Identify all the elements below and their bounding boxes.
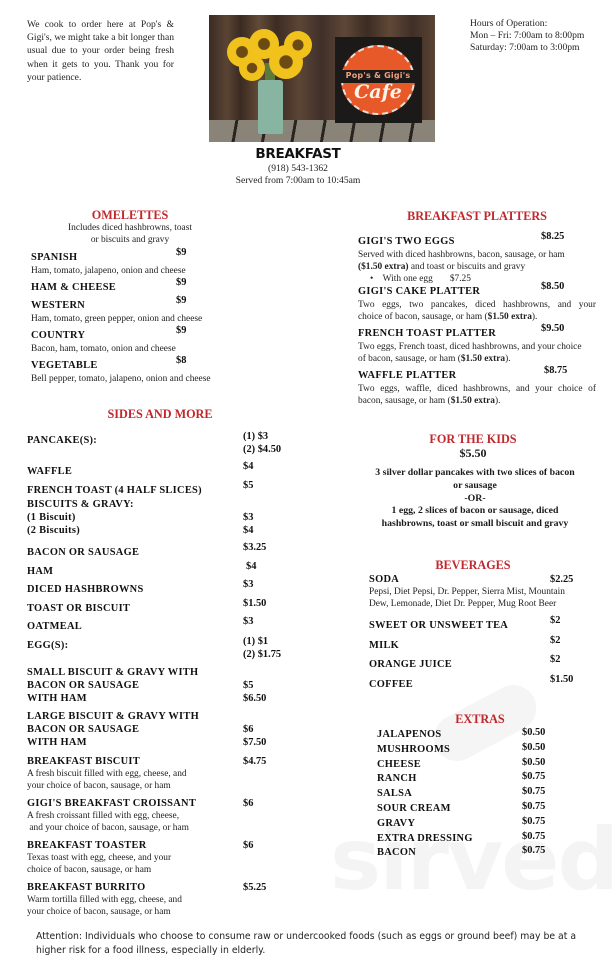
sides-list bbox=[27, 430, 307, 923]
menu-item: FRENCH TOAST (4 HALF SLICES) $5 bbox=[27, 480, 254, 496]
menu-item: MUSHROOMS $0.50 bbox=[377, 741, 546, 755]
sunflower-icon bbox=[239, 55, 265, 81]
menu-item: WAFFLE PLATTER $8.75 Two eggs, waffle, diced hashbrowns, and your choice of bacon, sausage, or ham ($1.50 extra). bbox=[358, 365, 596, 406]
kids-price: $5.50 bbox=[459, 446, 487, 460]
menu-item: CHEESE $0.50 bbox=[377, 756, 546, 770]
menu-item: OATMEAL $3 bbox=[27, 616, 254, 632]
sunflower-icon bbox=[284, 31, 312, 59]
hours-of-operation: Hours of Operation: Mon – Fri: 7:00am to 8:00pm Saturday: 7:00am to 3:00pm bbox=[470, 18, 585, 54]
phone-number: (918) 543-1362 bbox=[268, 163, 328, 174]
menu-item: HAM & CHEESE $9 bbox=[31, 277, 187, 293]
menu-item: GRAVY $0.75 bbox=[377, 815, 546, 829]
menu-item: BREAKFAST TOASTER $6 Texas toast with egg, cheese, and your choice of bacon, sausage, or ham bbox=[27, 840, 254, 875]
menu-item: FRENCH TOAST PLATTER $9.50 Two eggs, French toast, diced hashbrowns, and your choice of bacon, sausage, or ham ($1.50 extra). bbox=[358, 323, 582, 364]
section-title-sides: SIDES AND MORE bbox=[107, 407, 213, 421]
menu-item: SPANISH $9 Ham, tomato, jalapeno, onion and cheese bbox=[31, 247, 187, 276]
hero-image bbox=[209, 15, 435, 142]
served-hours: Served from 7:00am to 10:45am bbox=[235, 175, 361, 186]
section-title-extras: EXTRAS bbox=[455, 712, 505, 726]
page-title: BREAKFAST bbox=[255, 146, 341, 162]
menu-item: RANCH $0.75 bbox=[377, 771, 546, 785]
menu-item: MILK $2 bbox=[369, 635, 561, 651]
menu-item: VEGETABLE $8 Bell pepper, tomato, jalapeno, onion and cheese bbox=[31, 355, 211, 384]
menu-item: BREAKFAST BURRITO $5.25 Warm tortilla filled with egg, cheese, and your choice of bacon, sausage, or ham bbox=[27, 882, 267, 917]
menu-item: WAFFLE $4 bbox=[27, 461, 254, 477]
menu-item: GIGI'S BREAKFAST CROISSANT $6 A fresh croissant filled with egg, cheese, and your choice of bacon, sausage, or ham bbox=[27, 798, 254, 833]
menu-item: BACON $0.75 bbox=[377, 845, 546, 859]
section-title-kids: FOR THE KIDS bbox=[429, 432, 517, 446]
bullet-icon: • bbox=[370, 274, 374, 284]
menu-item: EGG(S): (1) $1 (2) $1.75 bbox=[27, 636, 282, 660]
wood-floor bbox=[209, 120, 435, 142]
menu-item: COUNTRY $9 Bacon, ham, tomato, onion and cheese bbox=[31, 325, 187, 354]
platters-list bbox=[358, 231, 596, 407]
menu-item: SMALL BISCUIT & GRAVY WITH BACON OR SAUSAGE WITH HAM $5 $6.50 bbox=[27, 667, 267, 704]
intro-note: We cook to order here at Pop's & Gigi's, we might take a bit longer than usual due to your order being fresh when it gets to you. Thank you for your patience. bbox=[27, 19, 174, 83]
section-title-omelettes: OMELETTES bbox=[91, 208, 169, 222]
menu-item: HAM $4 bbox=[27, 561, 257, 577]
menu-item: COFFEE $1.50 bbox=[369, 674, 574, 690]
menu-item: TOAST OR BISCUIT $1.50 bbox=[27, 598, 267, 614]
section-title-beverages: BEVERAGES bbox=[435, 558, 511, 572]
beverages-list bbox=[369, 573, 579, 693]
menu-item: BACON OR SAUSAGE $3.25 bbox=[27, 542, 267, 558]
menu-item: JALAPENOS $0.50 bbox=[377, 727, 546, 740]
vase bbox=[258, 80, 283, 134]
kids-description: 3 silver dollar pancakes with two slices of bacon or sausage -OR- 1 egg, 2 slices of bacon or sausage, diced hashbrowns, toast or small biscuit and gravy bbox=[375, 467, 575, 530]
menu-item: PANCAKE(S): (1) $3 (2) $4.50 bbox=[27, 431, 282, 455]
menu-item: ORANGE JUICE $2 bbox=[369, 654, 561, 670]
menu-item: BREAKFAST BISCUIT $4.75 A fresh biscuit filled with egg, cheese, and your choice of bacon, sausage, or ham bbox=[27, 756, 267, 791]
food-safety-notice: Attention: Individuals who choose to consume raw or undercooked foods (such as eggs or ground beef) may be at a higher risk for a food illness, especially in elderly. bbox=[36, 931, 577, 956]
menu-item: BISCUITS & GRAVY: (1 Biscuit) (2 Biscuits) $3 $4 bbox=[27, 499, 254, 536]
omelettes-list bbox=[31, 247, 261, 385]
menu-item: EXTRA DRESSING $0.75 bbox=[377, 830, 546, 844]
menu-item: SODA $2.25 Pepsi, Diet Pepsi, Dr. Pepper, Sierra Mist, Mountain Dew, Lemonade, Diet Dr. Pepper, Mug Root Beer bbox=[369, 574, 574, 609]
menu-item: LARGE BISCUIT & GRAVY WITH BACON OR SAUSAGE WITH HAM $6 $7.50 bbox=[27, 711, 267, 748]
menu-item: GIGI'S TWO EGGS $8.25 Served with diced hashbrowns, bacon, sausage, or ham ($1.50 extra) and toast or biscuits and gravy • With one egg $7.25 bbox=[358, 231, 596, 281]
cafe-logo: Pop's & Gigi's Cafe bbox=[335, 37, 422, 123]
bullet-one-egg: • With one egg $7.25 bbox=[370, 274, 471, 284]
omelettes-subtitle: Includes diced hashbrowns, toast or biscuits and gravy bbox=[68, 223, 192, 245]
menu-item: SWEET OR UNSWEET TEA $2 bbox=[369, 615, 561, 631]
menu-item: SALSA $0.75 bbox=[377, 786, 546, 800]
extras-list bbox=[377, 727, 557, 860]
menu-item: SOUR CREAM $0.75 bbox=[377, 800, 546, 814]
section-title-platters: BREAKFAST PLATTERS bbox=[407, 209, 547, 223]
menu-item: DICED HASHBROWNS $3 bbox=[27, 579, 254, 595]
menu-item: GIGI'S CAKE PLATTER $8.50 Two eggs, two pancakes, diced hashbrowns, and your choice of bacon, sausage, or ham ($1.50 extra). bbox=[358, 281, 596, 322]
menu-item: WESTERN $9 Ham, tomato, green pepper, onion and cheese bbox=[31, 295, 203, 324]
